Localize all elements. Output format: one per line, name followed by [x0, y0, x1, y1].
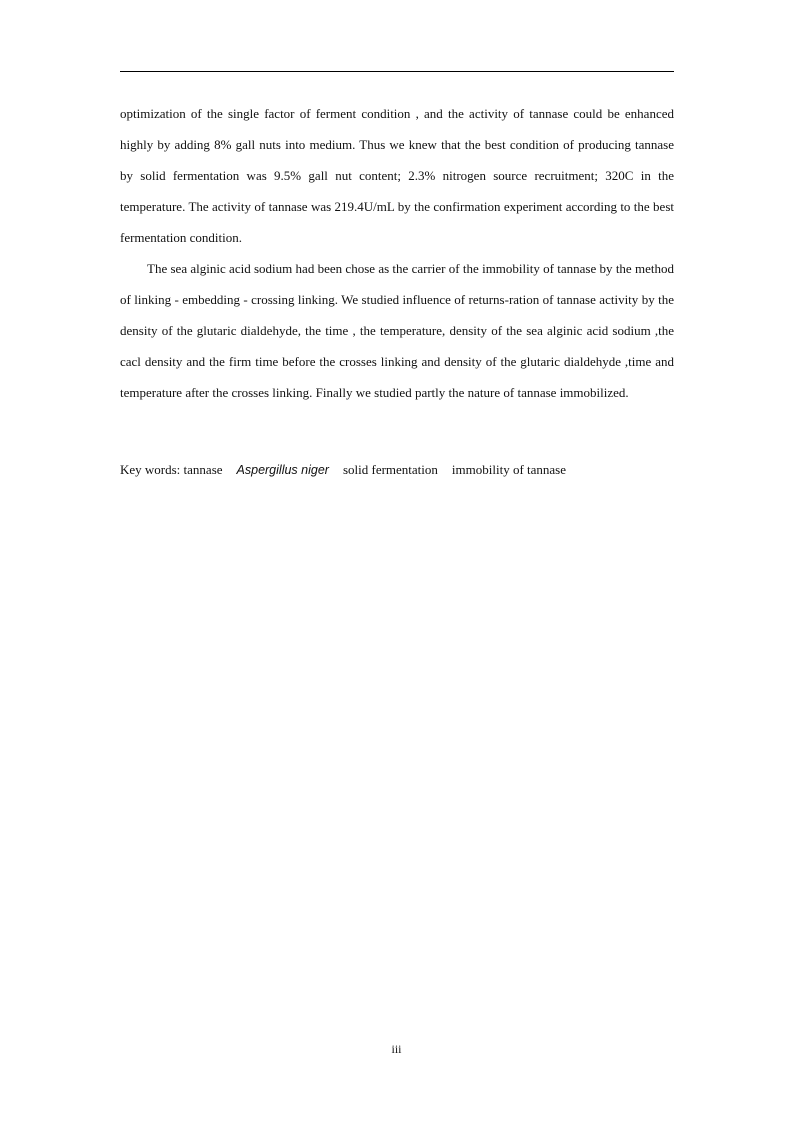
abstract-paragraph-2: The sea alginic acid sodium had been chose as the carrier of the immobility of tannase by the method of linking - embedding - crossing linking. We studied influence of returns-ration of tannase activity by the density of the glutaric dialdehyde, the time , the temperature, density of the sea alginic acid sodium ,the cacl density and the firm time before the crosses linking and density of the glutaric dialdehyde ,time and temperature after the crosses linking. Finally we studied partly the nature of tannase immobilized. [120, 261, 674, 400]
page-number: iii [391, 1042, 402, 1056]
abstract-paragraph-1: optimization of the single factor of ferment condition , and the activity of tannase could be enhanced highly by adding 8% gall nuts into medium. Thus we knew that the best condition of producing tannase by solid fermentation was 9.5% gall nut content; 2.3% nitrogen source recruitment; 320C in the temperature. The activity of tannase was 219.4U/mL by the confirmation experiment according to the best fermentation condition. [120, 106, 674, 245]
header-rule [120, 71, 674, 72]
keywords-line [120, 460, 680, 480]
keyword-immobility-of-tannase: immobility of tannase [451, 462, 566, 477]
keyword-aspergillus-niger: Aspergillus niger [236, 463, 329, 477]
abstract-body [120, 98, 674, 408]
keywords-label: Key words: tannase [120, 462, 223, 477]
keyword-solid-fermentation: solid fermentation [342, 462, 438, 477]
